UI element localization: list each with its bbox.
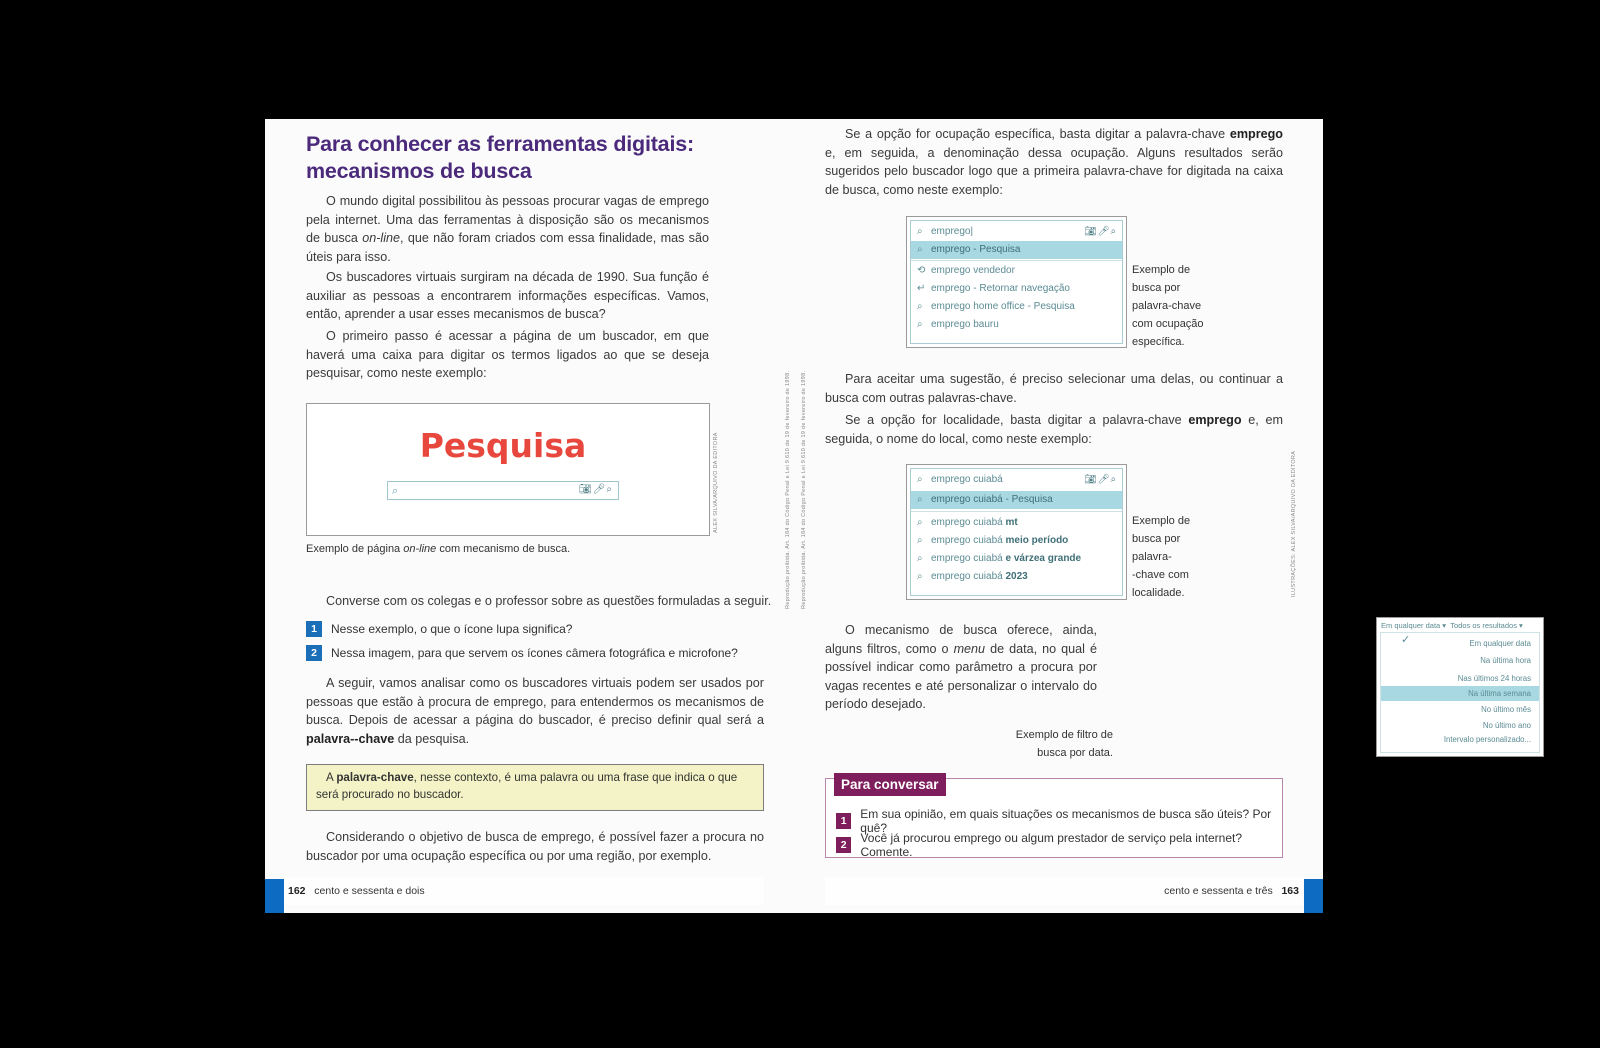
question-item (306, 621, 572, 637)
question-number: 2 (836, 837, 851, 853)
search-input[interactable]: ⌕ emprego| (911, 223, 1122, 241)
search-box-icons (579, 484, 613, 495)
date-option[interactable]: Na última hora (1480, 656, 1531, 665)
occupation-search-figure (906, 216, 1127, 348)
book-spread (265, 119, 1531, 913)
search-icon: ⌕ (917, 535, 923, 546)
search-page-figure (306, 403, 710, 536)
figure-caption: Exemplo de página on-line com mecanismo de busca. (306, 543, 571, 555)
date-option[interactable]: Nas últimos 24 horas (1457, 674, 1531, 683)
figure-credit: ALEX SILVA/ARQUIVO DA EDITORA (713, 432, 719, 533)
question-number: 2 (306, 645, 322, 661)
date-option[interactable]: Na última semana (1381, 686, 1539, 701)
suggestion-item[interactable]: ⌕ emprego cuiabá meio período (911, 532, 1122, 550)
autocomplete-box (910, 468, 1123, 596)
divider (911, 260, 1122, 261)
figure-caption: Exemplo de busca por palavra-chave com ocupação específica. (1132, 264, 1204, 348)
search-icon[interactable]: ⌕ (606, 484, 613, 495)
date-filter-figure (1376, 617, 1544, 757)
divider (911, 511, 1122, 512)
page-folio: 162 cento e sessenta e dois (288, 885, 425, 897)
date-option[interactable]: ✓ Em qualquer data (1401, 634, 1531, 648)
suggestion-item[interactable]: ↵ emprego - Retornar navegação (911, 280, 1122, 298)
search-icon[interactable]: ⌕ (1110, 226, 1117, 237)
paragraph-analysis: A seguir, vamos analisar como os buscadores virtuais podem ser usados por pessoas que estão à procura de emprego, para entendermos os mecanismos de busca. Depois de acessar a página do buscador, é preciso definir qual será a palavra--chave da pesquisa. (306, 676, 764, 746)
question-text: Você já procurou emprego ou algum prestador de serviço pela internet? Comente. (860, 831, 1242, 859)
legal-notice: Reprodução proibida. Art. 184 do Código Penal e Lei 9.610 de 19 de fevereiro de 1998. (785, 370, 791, 609)
search-icon: ⌕ (917, 571, 923, 582)
page-title: Para conhecer as ferramentas digitais: mecanismos de busca (306, 132, 694, 183)
microphone-icon[interactable]: 🎤︎ (592, 484, 607, 495)
search-icon: ⌕ (917, 494, 923, 505)
definition-box: A palavra-chave, nesse contexto, é uma palavra ou uma frase que indica o que será procurado no buscador. (306, 764, 764, 811)
search-icon: ⌕ (917, 301, 923, 312)
question-text: Nesse exemplo, o que o ícone lupa significa? (331, 622, 573, 636)
paragraph-location: Se a opção for localidade, basta digitar a palavra-chave emprego e, em seguida, o nome do local, como neste exemplo: (825, 413, 1283, 446)
suggestion-item[interactable]: ⟲ emprego vendedor (911, 262, 1122, 280)
paragraph-history: Os buscadores virtuais surgiram na década de 1990. Sua função é auxiliar as pessoas a encontrarem informações específicas. Vamos, então, aprender a usar esses mecanismos de busca? (306, 270, 709, 321)
microphone-icon[interactable]: 🎤︎ (1097, 474, 1111, 485)
date-option[interactable]: No último ano (1482, 721, 1531, 730)
location-search-figure (906, 464, 1127, 600)
right-page (785, 119, 1531, 913)
paragraph-occupation: Se a opção for ocupação específica, basta digitar a palavra-chave emprego e, em seguida, a denominação dessa ocupação. Alguns resultados serão sugeridos pelo buscador logo que a primeira palavra-chave for digitada na caixa de busca, como neste exemplo: (825, 127, 1283, 197)
search-box-icons (1085, 471, 1117, 489)
date-options-menu (1380, 632, 1540, 753)
history-icon: ⟲ (917, 265, 926, 276)
suggestion-item[interactable]: ⌕ emprego - Pesquisa (911, 241, 1122, 259)
search-icon: ⌕ (917, 553, 923, 564)
left-page (265, 119, 785, 913)
search-icon[interactable]: ⌕ (1110, 474, 1117, 485)
folio-bar (1304, 879, 1323, 913)
question-number: 1 (836, 813, 851, 829)
search-icon: ⌕ (917, 226, 923, 237)
legal-notice: Reprodução proibida. Art. 184 do Código Penal e Lei 9.610 de 19 de fevereiro de 1998. (801, 370, 807, 609)
microphone-icon[interactable]: 🎤︎ (1097, 226, 1111, 237)
question-number: 1 (306, 621, 322, 637)
question-item (306, 645, 738, 661)
illustration-credit: ILUSTRAÇÕES: ALEX SILVA/ARQUIVO DA EDITORA (1291, 450, 1297, 597)
paragraph-first-step: O primeiro passo é acessar a página de um buscador, em que haverá uma caixa para digitar os termos ligados ao que se deseja pesquisar, como neste exemplo: (306, 329, 709, 380)
figure-caption: Exemplo de busca por palavra- -chave com localidade. (1132, 515, 1191, 599)
discussion-intro: Converse com os colegas e o professor sobre as questões formuladas a seguir. (326, 594, 772, 608)
search-icon: ⌕ (917, 244, 923, 255)
results-dropdown[interactable]: Todos os resultados ▾ (1450, 621, 1523, 630)
search-box-icons (1085, 223, 1117, 241)
search-icon: ⌕ (917, 474, 923, 485)
para-conversar-box (825, 778, 1283, 858)
para-conversar-title: Para conversar (834, 773, 946, 796)
search-input[interactable] (387, 481, 619, 500)
suggestion-item[interactable]: ⌕ emprego cuiabá e várzea grande (911, 550, 1122, 568)
camera-icon[interactable]: 📷︎ (578, 484, 593, 495)
question-text: Em sua opinião, em quais situações os mecanismos de busca são úteis? Por quê? (860, 807, 1272, 835)
date-dropdown[interactable]: Em qualquer data ▾ (1381, 621, 1447, 630)
paragraph-accept: Para aceitar uma sugestão, é preciso selecionar uma delas, ou continuar a busca com outras palavras-chave. (825, 372, 1283, 405)
search-icon: ⌕ (917, 319, 923, 330)
question-item (836, 831, 1282, 859)
suggestion-item[interactable]: ⌕ emprego cuiabá - Pesquisa (911, 491, 1122, 509)
search-logo-area (385, 422, 621, 478)
suggestion-item[interactable]: ⌕ emprego cuiabá mt (911, 514, 1122, 532)
date-figure-caption: Exemplo de filtro de busca por data. (1015, 729, 1113, 759)
return-icon: ↵ (917, 283, 926, 294)
camera-icon[interactable]: 📷︎ (1084, 226, 1098, 237)
search-icon: ⌕ (392, 484, 399, 497)
checkmark-icon: ✓ (1401, 634, 1411, 646)
page-folio: cento e sessenta e três 163 (1164, 885, 1299, 897)
search-engine-logo: Pesquisa (419, 426, 587, 465)
date-option[interactable]: No último mês (1481, 705, 1531, 714)
paragraph-intro: O mundo digital possibilitou às pessoas procurar vagas de emprego pela internet. Uma das ferramentas à disposição são os mecanismos de busca on-line, que não foram criados com essa finalidade, mas são úteis para isso. (306, 194, 709, 264)
suggestion-item[interactable]: ⌕ emprego bauru (911, 316, 1122, 334)
paragraph-filters: O mecanismo de busca oferece, ainda, alguns filtros, como o menu de data, no qual é possível indicar como parâmetro a procura por vagas recentes e até personalizar o intervalo do período desejado. (825, 623, 1097, 711)
question-text: Nessa imagem, para que servem os ícones câmera fotográfica e microfone? (331, 646, 738, 660)
filter-toolbar (1381, 621, 1523, 630)
suggestion-item[interactable]: ⌕ emprego cuiabá 2023 (911, 568, 1122, 586)
folio-bar (265, 879, 284, 913)
autocomplete-box (910, 220, 1123, 344)
date-option[interactable]: Intervalo personalizado... (1443, 735, 1531, 744)
search-icon: ⌕ (917, 517, 923, 528)
suggestion-item[interactable]: ⌕ emprego home office - Pesquisa (911, 298, 1122, 316)
paragraph-considering: Considerando o objetivo de busca de emprego, é possível fazer a procura no buscador por uma ocupação específica ou por uma região, por exemplo. (306, 830, 764, 863)
camera-icon[interactable]: 📷︎ (1084, 474, 1098, 485)
search-input[interactable]: ⌕ emprego cuiabá (911, 471, 1122, 489)
